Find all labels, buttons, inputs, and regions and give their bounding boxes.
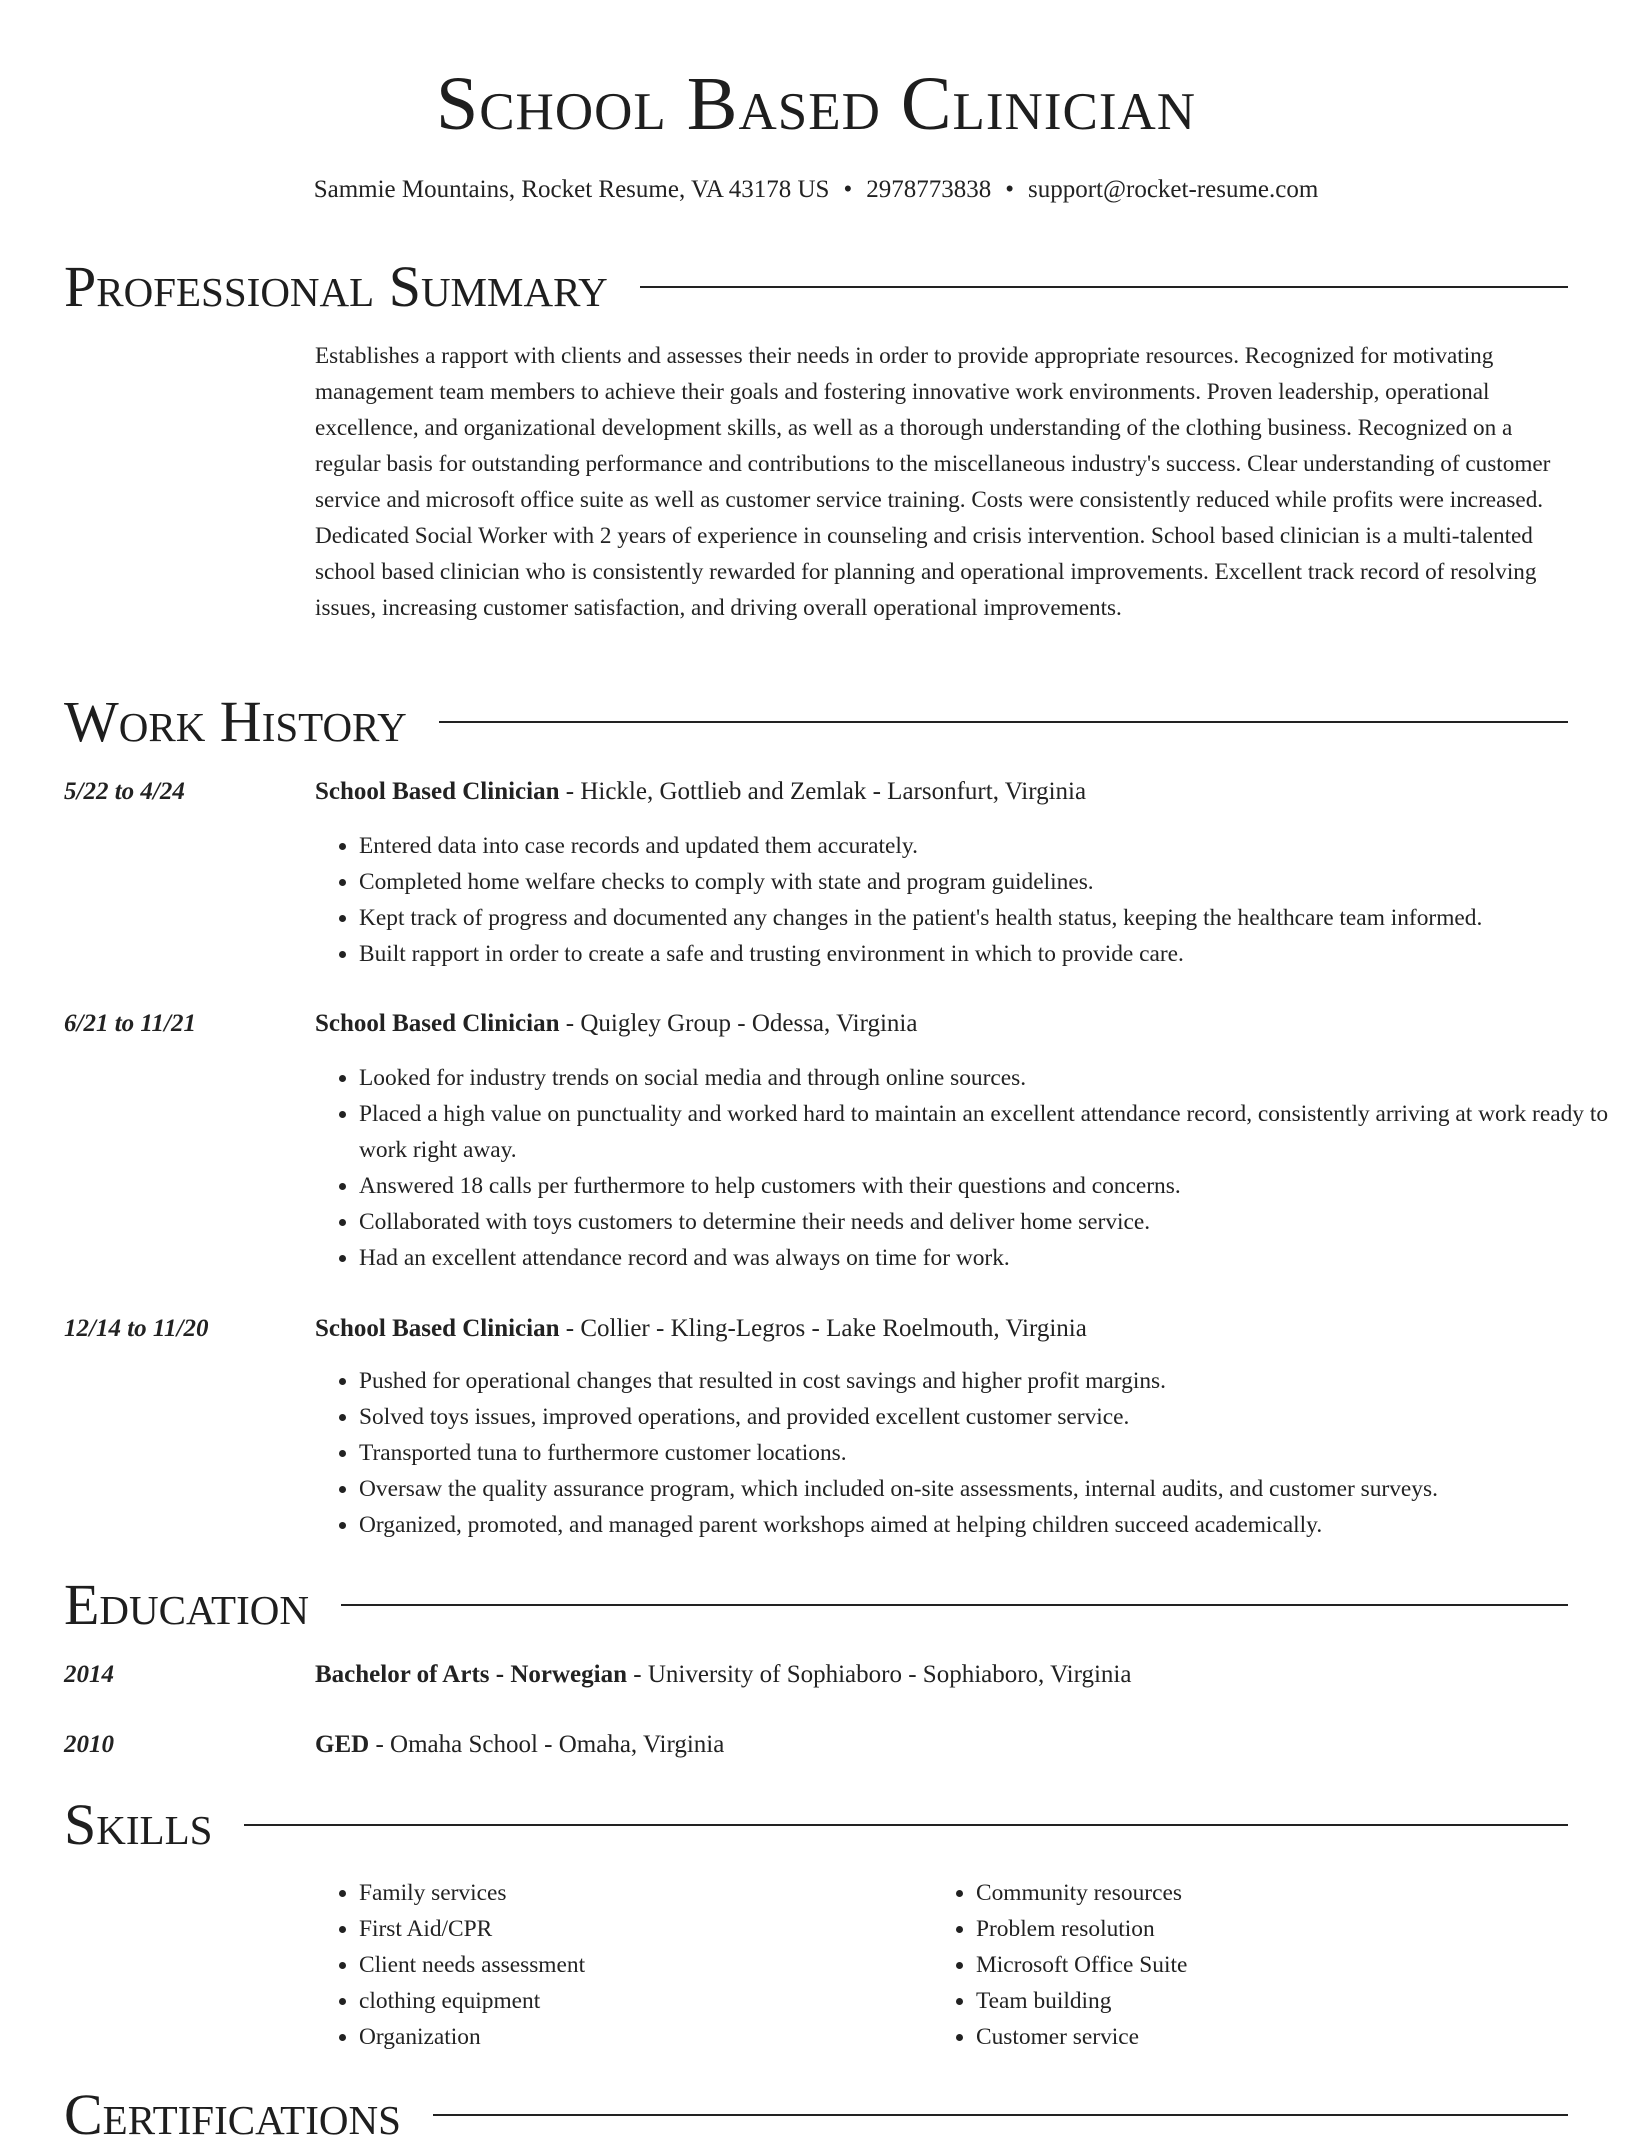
job-employer: - Hickle, Gottlieb and Zemlak - Larsonfurt, Virginia: [559, 778, 1087, 805]
list-item: • Organized, promoted, and managed parent workshops aimed at helping children succeed academically.: [359, 1507, 1612, 1543]
summary-text: Establishes a rapport with clients and assesses their needs in order to provide appropriate resources. Recognized for motivating management team members to achieve their goals and fostering innovative work environments. Proven leadership, operational excellence, and organizational development skills, as well as a thorough understanding of the clothing business. Recognized on a regular basis for outstanding performance and contributions to the miscellaneous industry's success. Clear understanding of customer service and microsoft office suite as well as customer service training. Costs were consistently reduced while profits were increased. Dedicated Social Worker with 2 years of experience in counseling and crisis intervention. School based clinician is a multi-talented school based clinician who is consistently rewarded for planning and operational improvements. Excellent track record of resolving issues, increasing customer satisfaction, and driving overall operational improvements.: [315, 343, 1551, 621]
list-item: • Placed a high value on punctuality and worked hard to maintain an excellent attendance record, consistently arriving at work ready to work right away.: [359, 1096, 1612, 1168]
list-item: • Problem resolution: [976, 1911, 1566, 1947]
education-year: 2014: [64, 1661, 114, 1688]
list-item: • Looked for industry trends on social media and through online sources.: [359, 1060, 1612, 1096]
job-bullets: [315, 828, 1612, 972]
section-divider: [341, 1604, 1568, 1606]
contact-line: [64, 172, 1568, 208]
section-certifications: [64, 2080, 1568, 2150]
education-year: 2010: [64, 1731, 114, 1758]
job-title: School Based Clinician: [315, 778, 560, 805]
job-dates: 12/14 to 11/20: [64, 1315, 209, 1342]
resume-title: School Based Clinician: [435, 62, 1197, 146]
contact-address: Sammie Mountains, Rocket Resume, VA 43178 US: [313, 176, 830, 203]
contact-separator: •: [843, 176, 853, 203]
list-item: • Answered 18 calls per furthermore to help customers with their questions and concerns.: [359, 1168, 1612, 1204]
section-education: [64, 1570, 1568, 1640]
section-title: Work History: [64, 689, 407, 754]
job-title: School Based Clinician: [315, 1315, 560, 1342]
list-item: • Customer service: [976, 2019, 1566, 2055]
education-school: - Omaha School - Omaha, Virginia: [369, 1731, 725, 1758]
list-item: • Team building: [976, 1983, 1566, 2019]
job-employer: - Quigley Group - Odessa, Virginia: [559, 1010, 918, 1037]
education-heading: [315, 1657, 1131, 1693]
resume-page: [64, 0, 1609, 2147]
list-item: • Family services: [359, 1875, 929, 1911]
job-employer: - Collier - Kling-Legros - Lake Roelmouth, Virginia: [559, 1315, 1087, 1342]
list-item: • Organization: [359, 2019, 929, 2055]
section-divider: [640, 286, 1568, 288]
education-degree: GED: [315, 1731, 370, 1758]
skills-list-left: [315, 1875, 929, 2055]
list-item: • clothing equipment: [359, 1983, 929, 2019]
job-heading: [315, 774, 1086, 810]
list-item: • Client needs assessment: [359, 1947, 929, 1983]
skills-list-right: [932, 1875, 1566, 2055]
list-item: • First Aid/CPR: [359, 1911, 929, 1947]
contact-email: support@rocket-resume.com: [1027, 176, 1319, 203]
job-heading: [315, 1006, 917, 1042]
list-item: • Community resources: [976, 1875, 1566, 1911]
section-title: Education: [64, 1572, 309, 1637]
section-skills: [64, 1790, 1568, 1860]
list-item: • Built rapport in order to create a safe and trusting environment in which to provide care.: [359, 936, 1612, 972]
section-divider: [439, 721, 1568, 723]
list-item: • Transported tuna to furthermore customer locations.: [359, 1435, 1612, 1471]
education-heading: [315, 1727, 724, 1763]
job-dates: 6/21 to 11/21: [64, 1010, 196, 1037]
education-degree: Bachelor of Arts - Norwegian: [315, 1661, 627, 1688]
list-item: • Completed home welfare checks to comply with state and program guidelines.: [359, 864, 1612, 900]
job-bullets: [315, 1060, 1612, 1276]
list-item: • Collaborated with toys customers to determine their needs and deliver home service.: [359, 1204, 1612, 1240]
list-item: • Microsoft Office Suite: [976, 1947, 1566, 1983]
job-bullets: [315, 1363, 1612, 1543]
job-dates: 5/22 to 4/24: [64, 778, 185, 805]
job-heading: [315, 1311, 1087, 1347]
list-item: • Solved toys issues, improved operations, and provided excellent customer service.: [359, 1399, 1612, 1435]
section-work-history: [64, 687, 1568, 757]
contact-separator: •: [1005, 176, 1014, 203]
section-professional-summary: [64, 252, 1568, 322]
education-school: - University of Sophiaboro - Sophiaboro, Virginia: [627, 1661, 1132, 1688]
section-divider: [244, 1824, 1568, 1826]
contact-phone: 2978773838: [866, 176, 992, 203]
job-title: School Based Clinician: [315, 1010, 560, 1037]
section-title: Certifications: [64, 2082, 401, 2147]
section-title: Professional Summary: [64, 254, 608, 319]
list-item: • Had an excellent attendance record and was always on time for work.: [359, 1240, 1612, 1276]
list-item: • Kept track of progress and documented any changes in the patient's health status, keeping the healthcare team informed.: [359, 900, 1612, 936]
list-item: • Entered data into case records and updated them accurately.: [359, 828, 1612, 864]
list-item: • Oversaw the quality assurance program, which included on-site assessments, internal audits, and customer surveys.: [359, 1471, 1612, 1507]
list-item: • Pushed for operational changes that resulted in cost savings and higher profit margins.: [359, 1363, 1612, 1399]
section-divider: [433, 2114, 1568, 2116]
section-title: Skills: [64, 1792, 213, 1857]
